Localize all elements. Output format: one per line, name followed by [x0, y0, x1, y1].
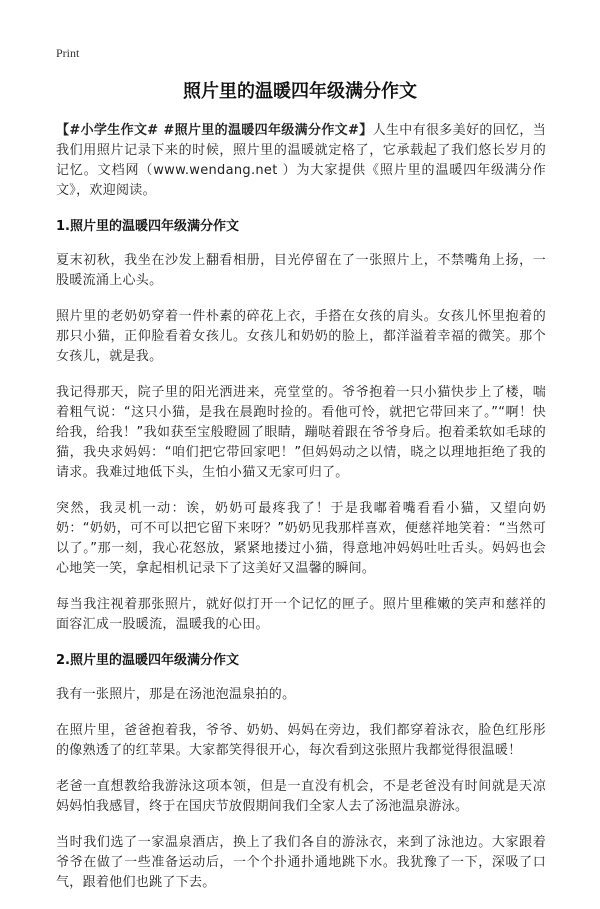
section-paragraph: 夏末初秋，我坐在沙发上翻看相册，目光停留在了一张照片上，不禁嘴角上扬，一股暖流涌上心头。 — [56, 253, 546, 288]
article-body — [56, 121, 546, 909]
section-paragraph: 突然，我灵机一动：诶，奶奶可最疼我了！于是我嘟着嘴看看小猫，又望向奶奶：“奶奶，可不可以把它留下来呀？”奶奶见我那样喜欢，便慈祥地笑着：“当然可以了。”那一刻，我心花怒放，紧紧地搂过小猫，得意地冲妈妈吐吐舌头。妈妈也会心地笑一笑，拿起相机记录下了这美好又温馨的瞬间。 — [56, 501, 546, 576]
section-paragraph: 在照片里，爸爸抱着我，爷爷、奶奶、妈妈在旁边，我们都穿着泳衣，脸色红彤彤的像熟透了的红苹果。大家都笑得很开心，每次看到这张照片我都觉得很温暖！ — [56, 723, 546, 758]
intro-paragraph — [56, 121, 546, 201]
page-title: 照片里的温暖四年级满分作文 — [183, 81, 417, 102]
section-paragraph: 照片里的老奶奶穿着一件朴素的碎花上衣，手搭在女孩的肩头。女孩儿怀里抱着的那只小猫，正仰脸看着女孩儿。女孩儿和奶奶的脸上，都洋溢着幸福的微笑。那个女孩儿，就是我。 — [56, 309, 546, 364]
section-heading: 1.照片里的温暖四年级满分作文 — [56, 219, 239, 234]
intro-tags: 【#小学生作文# #照片里的温暖四年级满分作文#】 — [56, 123, 373, 138]
section-paragraph: 我有一张照片，那是在汤池泡温泉拍的。 — [56, 687, 296, 702]
print-link[interactable]: Print — [56, 46, 80, 60]
section-paragraph: 每当我注视着那张照片，就好似打开一个记忆的匣子。照片里稚嫩的笑声和慈祥的面容汇成一股暖流，温暖我的心田。 — [56, 597, 546, 632]
section-paragraph: 我记得那天，院子里的阳光洒进来，亮堂堂的。爷爷抱着一只小猫快步上了楼，喘着粗气说：“这只小猫，是我在晨跑时捡的。看他可怜，就把它带回来了。”“啊！快给我，给我！”我如获至宝般瞪圆了眼睛，蹦哒着跟在爷爷身后。抱着柔软如毛球的猫，我央求妈妈：“咱们把它带回家吧！”但妈妈动之以情，晓之以理地拒绝了我的请求。我难过地低下头，生怕小猫又无家可归了。 — [56, 385, 546, 480]
section-heading: 2.照片里的温暖四年级满分作文 — [56, 653, 239, 668]
section-paragraph: 老爸一直想教给我游泳这项本领，但是一直没有机会，不是老爸没有时间就是天凉妈妈怕我感冒，终于在国庆节放假期间我们全家人去了汤池温泉游泳。 — [56, 779, 546, 814]
section-paragraph: 当时我们选了一家温泉酒店，换上了我们各自的游泳衣，来到了泳池边。大家跟着爷爷在做了一些准备运动后，一个个扑通扑通地跳下水。我犹豫了一下，深吸了口气，跟着他们也跳了下去。 — [56, 835, 546, 890]
intro-text: 人生中有很多美好的回忆，当我们用照片记录下来的时候，照片里的温暖就定格了，它承载起了我们悠长岁月的记忆。文档网（www.wendang.net ）为大家提供《照片里的温暖四年级满分作文》，欢迎阅读。 — [56, 123, 546, 198]
